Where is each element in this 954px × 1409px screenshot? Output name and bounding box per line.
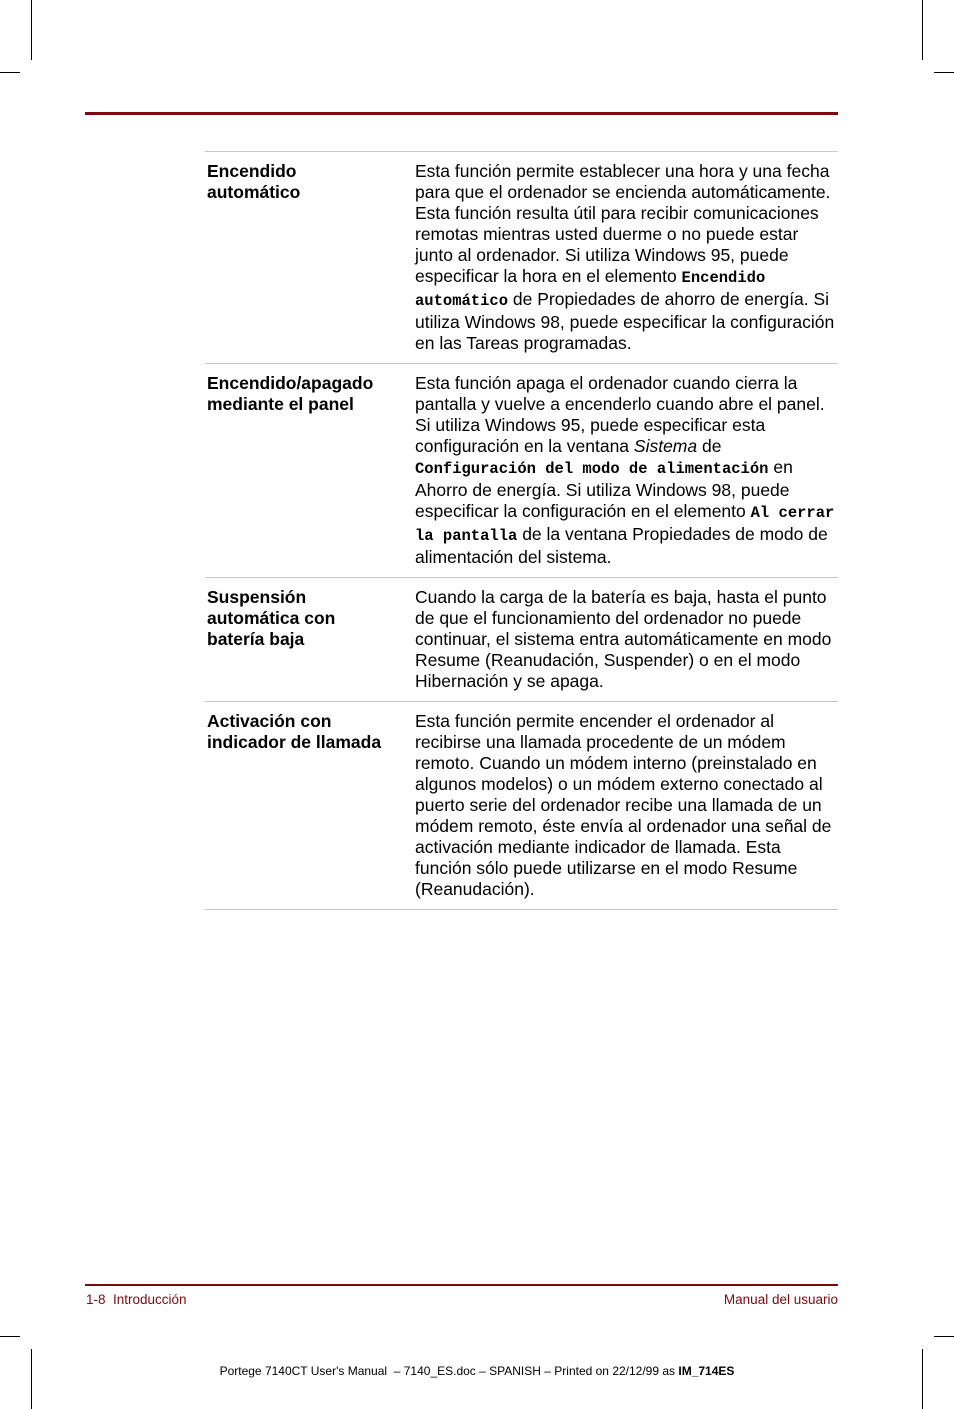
description-cell: Cuando la carga de la batería es baja, hasta el punto de que el funcionamiento del ordenador no puede continuar, el sistema entra automáticamente en modo Resume (Reanudación, Suspender) o en el modo Hibernación y se apaga. [415, 587, 832, 691]
code-text: Al cerrar la pantalla [415, 504, 835, 545]
term-cell: Suspensión automática con batería baja [207, 587, 336, 649]
crop-mark [31, 0, 32, 60]
print-info-line: Portege 7140CT User's Manual – 7140_ES.doc – SPANISH – Printed on 22/12/99 as IM_714ES [219, 1364, 735, 1378]
code-text: Configuración del modo de alimentación [415, 460, 769, 478]
crop-mark [934, 1336, 954, 1337]
feature-table [205, 151, 838, 910]
footer-rule [85, 1284, 838, 1286]
table-row [205, 152, 838, 364]
crop-mark [934, 72, 954, 73]
term-cell: Activación con indicador de llamada [207, 711, 382, 752]
crop-mark [0, 72, 20, 73]
crop-mark [0, 1336, 20, 1337]
crop-mark [922, 1349, 923, 1409]
crop-mark [922, 0, 923, 60]
table-row [205, 702, 838, 910]
table-row [205, 578, 838, 702]
crop-mark [31, 1349, 32, 1409]
code-text: Encendido automático [415, 269, 766, 310]
table-row [205, 364, 838, 578]
description-cell: Esta función permite encender el ordenador al recibirse una llamada procedente de un módem remoto. Cuando un módem interno (preinstalado en algunos modelos) o un módem externo conectado al puerto serie del ordenador recibe una llamada de un módem remoto, éste envía al ordenador una señal de activación mediante indicador de llamada. Esta función sólo puede utilizarse en el modo Resume (Reanudación). [415, 711, 832, 899]
term-cell: Encendido automático [207, 161, 301, 202]
footer-manual-title: Manual del usuario [723, 1292, 838, 1307]
description-cell: Esta función permite establecer una hora y una fecha para que el ordenador se encienda automáticamente. Esta función resulta útil para recibir comunicaciones remotas mientras usted duerme o no puede estar junto al ordenador. Si utiliza Windows 95, puede especificar la hora en el elemento Encendido automático de Propiedades de ahorro de energía. Si utiliza Windows 98, puede especificar la configuración en las Tareas programadas. [415, 161, 835, 353]
footer-page-section: 1-8 Introducción [86, 1292, 187, 1307]
term-cell: Encendido/apagado mediante el panel [207, 373, 374, 414]
description-cell: Esta función apaga el ordenador cuando cierra la pantalla y vuelve a encenderlo cuando abre el panel. Si utiliza Windows 95, puede especificar esta configuración en la ventana Sistema de Configuración del modo de alimentación en Ahorro de energía. Si utiliza Windows 98, puede especificar la configuración en el elemento Al cerrar la pantalla de la ventana Propiedades de modo de alimentación del sistema. [415, 373, 835, 567]
header-rule [85, 112, 838, 115]
